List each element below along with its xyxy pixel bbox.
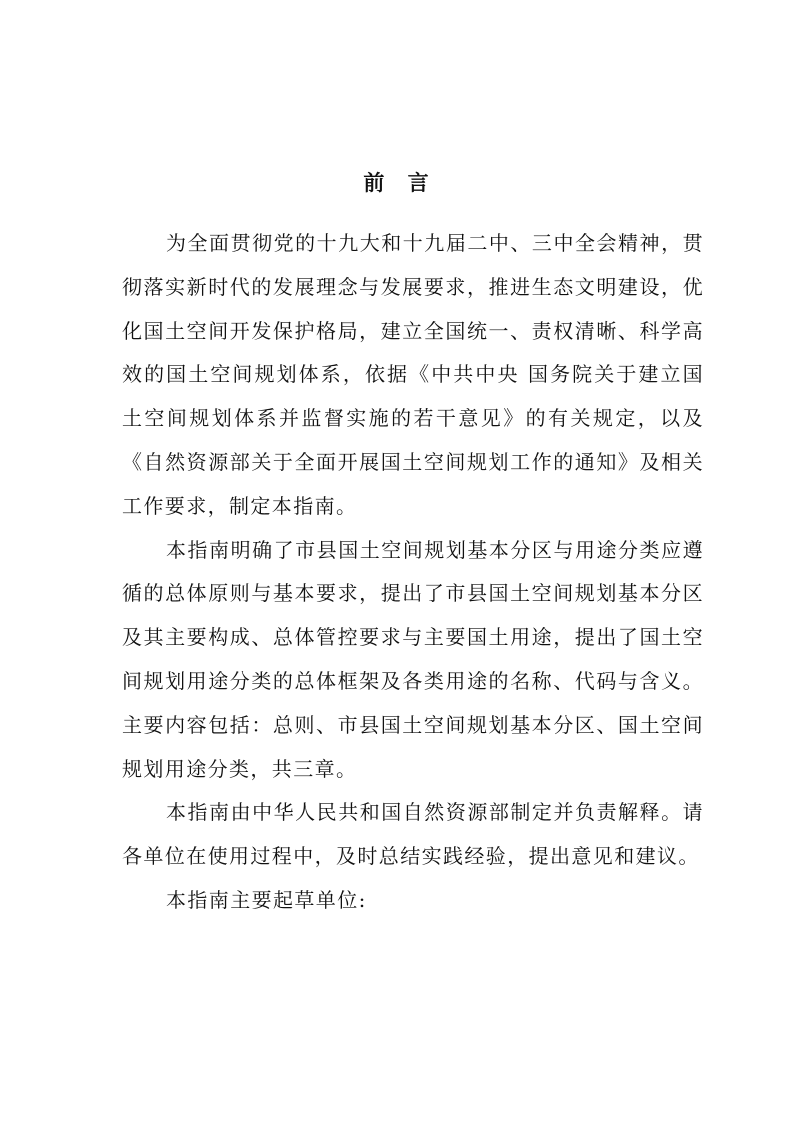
page-title: 前 言 — [363, 170, 437, 195]
document-body — [122, 222, 704, 923]
paragraph-drafting-units: 本指南主要起草单位: — [166, 887, 367, 912]
paragraph-preface-purpose: 为全面贯彻党的十九大和十九届二中、三中全会精神，贯彻落实新时代的发展理念与发展要求，推进生态文明建设，优化国土空间开发保护格局，建立全国统一、责权清晰、科学高效的国土空间规划体系，依据《中共中央 国务院关于建立国土空间规划体系并监督实施的若干意见》的有关规定，以及《自然资源部关于全面开展国土空间规划工作的通知》及相关工作要求，制定本指南。 — [122, 231, 704, 518]
paragraph-preface-content: 本指南明确了市县国土空间规划基本分区与用途分类应遵循的总体原则与基本要求，提出了市县国土空间规划基本分区及其主要构成、总体管控要求与主要国土用途，提出了国土空间规划用途分类的总体框架及各类用途的名称、代码与含义。主要内容包括：总则、市县国土空间规划基本分区、国土空间规划用途分类，共三章。 — [122, 537, 704, 781]
paragraph-preface-interpretation: 本指南由中华人民共和国自然资源部制定并负责解释。请各单位在使用过程中，及时总结实践经验，提出意见和建议。 — [122, 800, 704, 869]
